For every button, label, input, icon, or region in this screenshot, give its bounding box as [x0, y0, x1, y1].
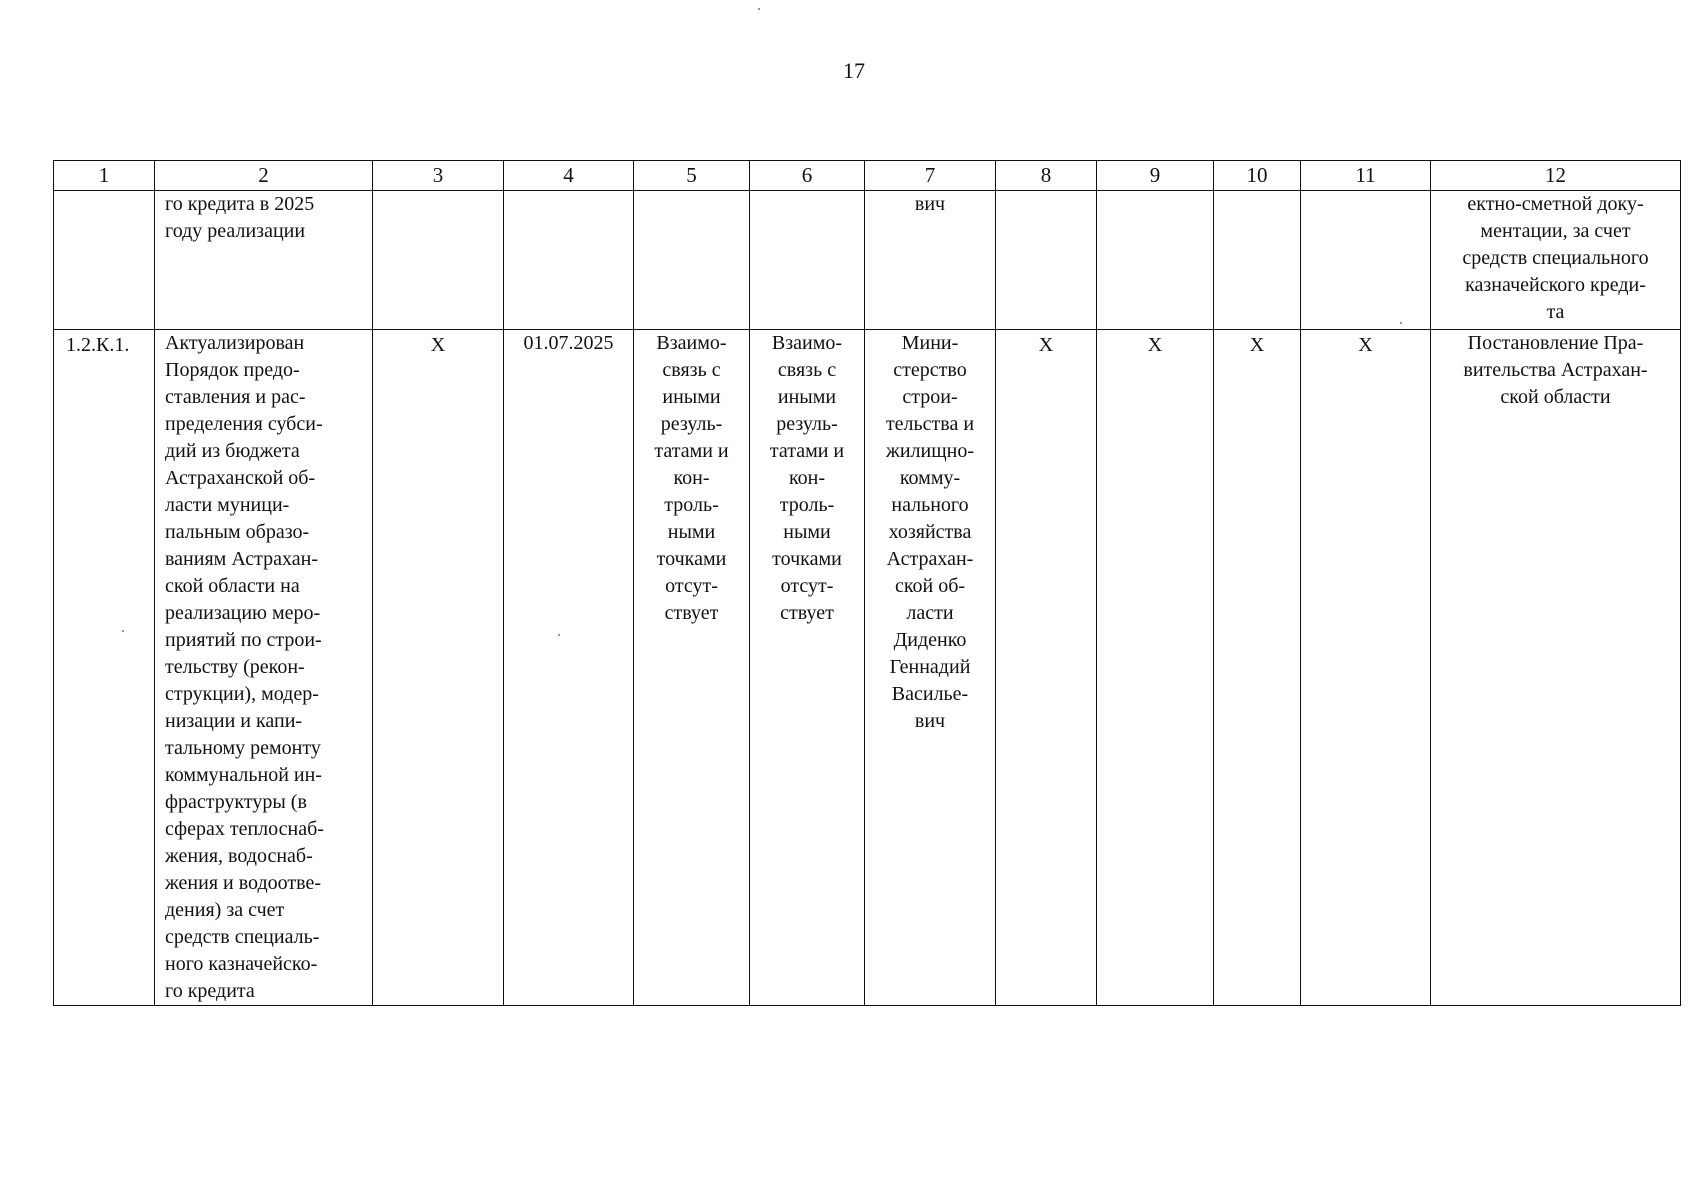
cell-relation: Взаимо- связь с иными резуль- татами и кон- троль- ными точками отсут- ствует	[634, 330, 750, 1006]
cell-responsible: вич	[865, 191, 996, 330]
column-header-2: 2	[155, 161, 373, 191]
column-header-11: 11	[1301, 161, 1431, 191]
column-header-12: 12	[1431, 161, 1681, 191]
table-row	[54, 330, 1681, 1006]
cell-result-name: Актуализирован Порядок предо- ставления и рас- пределения субси- дий из бюджета Астраханской об- ласти муници- пальным образо- ваниям Астрахан- ской области на реализацию меро- приятий по строи- тельству (рекон- струкции), модер- низации и капи- тальному ремонту коммунальной ин- фраструктуры (в сферах теплоснаб- жения, водоснаб- жения и водоотве- дения) за счет средств специаль- ного казначейско- го кредита	[155, 330, 373, 1006]
results-table	[53, 160, 1681, 1006]
cell-col4	[504, 191, 634, 330]
cell-document: ектно-сметной доку- ментации, за счет средств специального казначейского креди- та	[1431, 191, 1681, 330]
cell-col3	[373, 191, 504, 330]
column-header-9: 9	[1097, 161, 1214, 191]
column-header-3: 3	[373, 161, 504, 191]
cell-col6	[750, 191, 865, 330]
cell-number	[54, 191, 155, 330]
cell-relation: Взаимо- связь с иными резуль- татами и кон- троль- ными точками отсут- ствует	[750, 330, 865, 1006]
column-header-6: 6	[750, 161, 865, 191]
cell-col9: X	[1097, 330, 1214, 1006]
cell-result-name: го кредита в 2025 году реализации	[155, 191, 373, 330]
header-row	[54, 161, 1681, 191]
cell-number: 1.2.К.1.	[54, 330, 155, 1006]
cell-document: Постановление Пра- вительства Астрахан- ской области	[1431, 330, 1681, 1006]
cell-col10: X	[1214, 330, 1301, 1006]
table-row-continuation	[54, 191, 1681, 330]
column-header-5: 5	[634, 161, 750, 191]
cell-col9	[1097, 191, 1214, 330]
scan-artifact	[758, 8, 760, 10]
column-header-1: 1	[54, 161, 155, 191]
cell-col8	[996, 191, 1097, 330]
cell-col11	[1301, 191, 1431, 330]
cell-date: 01.07.2025	[504, 330, 634, 1006]
cell-col5	[634, 191, 750, 330]
column-header-8: 8	[996, 161, 1097, 191]
column-header-10: 10	[1214, 161, 1301, 191]
column-header-7: 7	[865, 161, 996, 191]
cell-col3: X	[373, 330, 504, 1006]
cell-responsible: Мини- стерство строи- тельства и жилищно- комму- нального хозяйства Астрахан- ской об- ласти Диденко Геннадий Василье- вич	[865, 330, 996, 1006]
page-number: 17	[843, 58, 865, 83]
cell-col8: X	[996, 330, 1097, 1006]
cell-col10	[1214, 191, 1301, 330]
cell-col11: X	[1301, 330, 1431, 1006]
column-header-4: 4	[504, 161, 634, 191]
